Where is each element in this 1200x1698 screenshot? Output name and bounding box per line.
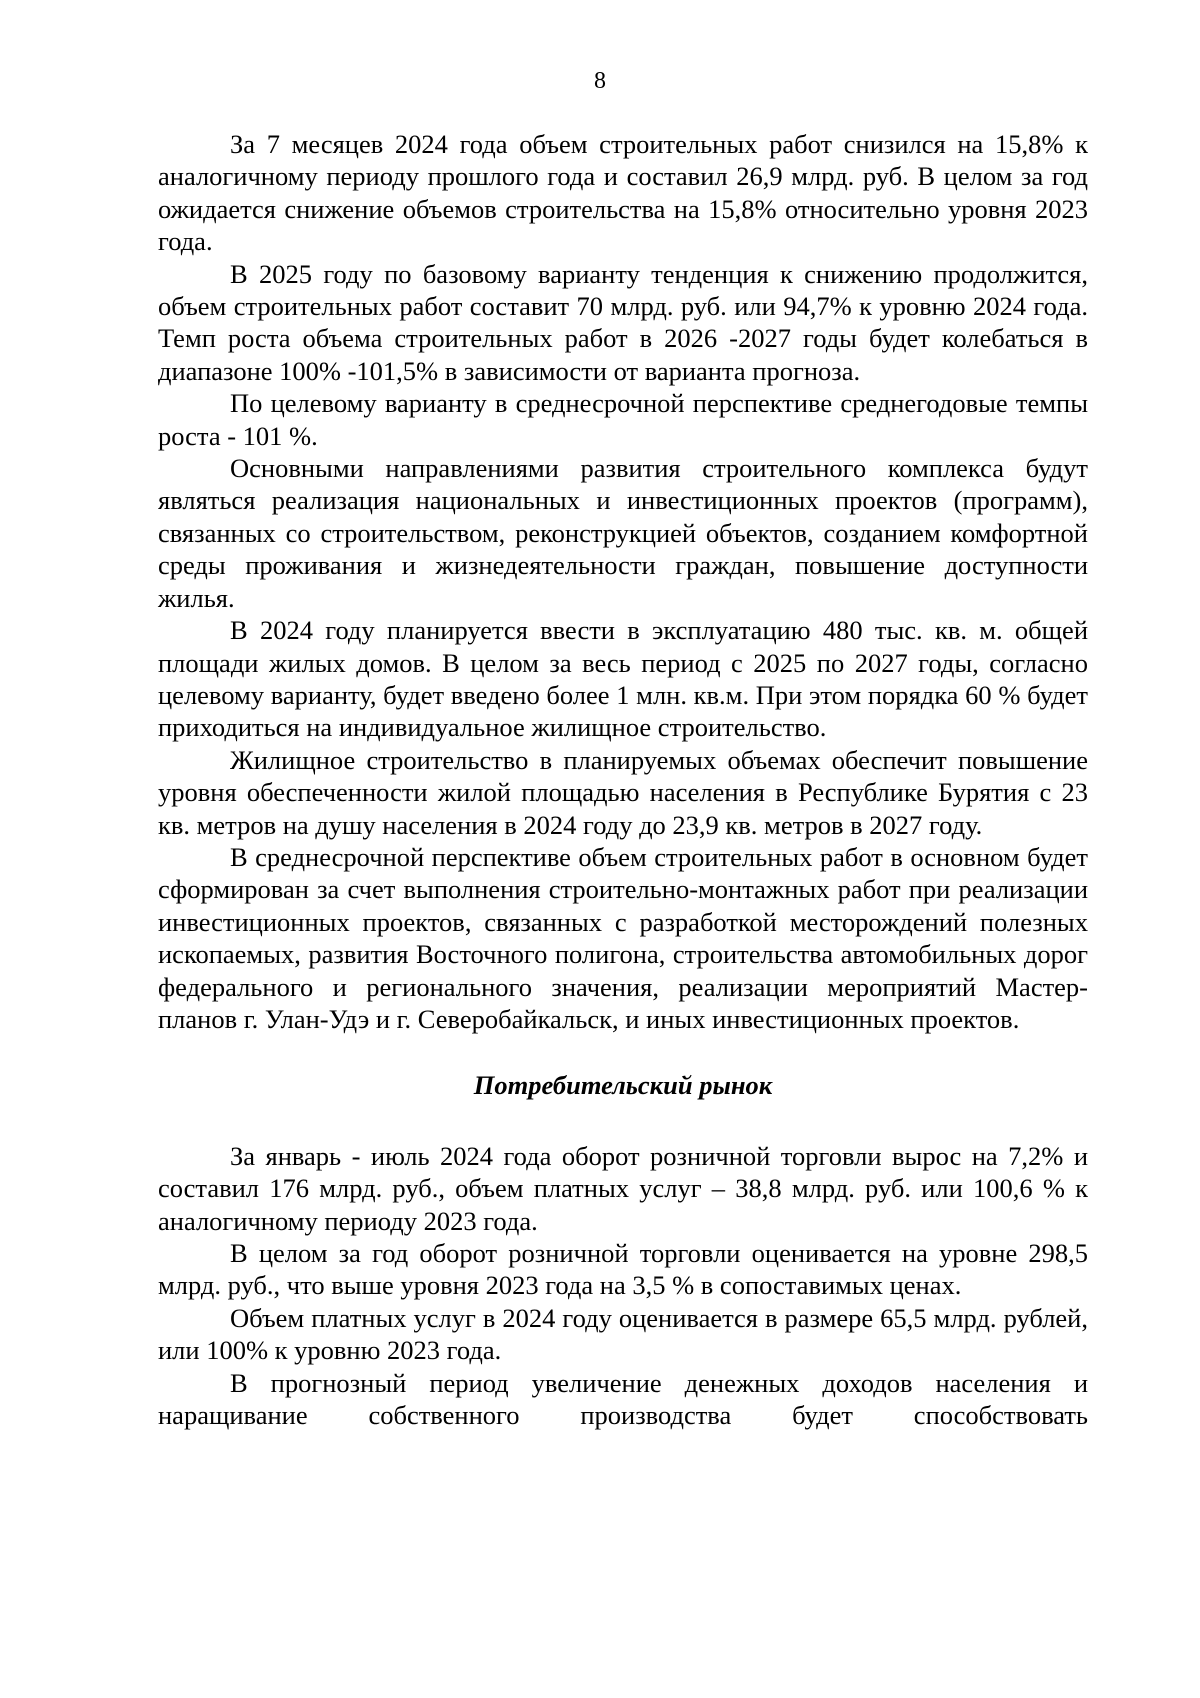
page-number: 8 bbox=[594, 68, 606, 94]
paragraph-target-variant: По целевому варианту в среднесрочной перспективе среднегодовые темпы роста - 101 %. bbox=[158, 388, 1088, 451]
paragraph-forecast-period: В прогнозный период увеличение денежных доходов населения и наращивание собственного производства будет способствовать bbox=[158, 1367, 1088, 1431]
paragraph-retail-jan-jul: За январь - июль 2024 года оборот розничной торговли вырос на 7,2% и составил 176 млрд. руб., объем платных услуг – 38,8 млрд. руб. или 100,6 % к аналогичному периоду 2023 года. bbox=[158, 1140, 1088, 1236]
document-body bbox=[158, 128, 1088, 1431]
paragraph-housing-2024: В 2024 году планируется ввести в эксплуатацию 480 тыс. кв. м. общей площади жилых домов. В целом за весь период с 2025 по 2027 годы, согласно целевому варианту, будет введено более 1 млн. кв.м. При этом порядка 60 % будет приходиться на индивидуальное жилищное строительство. bbox=[158, 615, 1088, 743]
paragraph-medium-term: В среднесрочной перспективе объем строительных работ в основном будет сформирован за счет выполнения строительно-монтажных работ при реализации инвестиционных проектов, связанных с разработкой месторождений полезных ископаемых, развития Восточного полигона, строительства автомобильных дорог федерального и регионального значения, реализации мероприятий Мастер-планов г. Улан-Удэ и г. Северобайкальск, и иных инвестиционных проектов. bbox=[158, 841, 1088, 1034]
section-title-consumer-market: Потребительский рынок bbox=[473, 1070, 773, 1101]
paragraph-construction-7-months: За 7 месяцев 2024 года объем строительных работ снизился на 15,8% к аналогичному периоду прошлого года и составил 26,9 млрд. руб. В целом за год ожидается снижение объемов строительства на 15,8% относительно уровня 2023 года. bbox=[158, 129, 1088, 257]
paragraph-main-directions: Основными направлениями развития строительного комплекса будут являться реализация национальных и инвестиционных проектов (программ), связанных со строительством, реконструкцией объектов, созданием комфортной среды проживания и жизнедеятельности граждан, повышение доступности жилья. bbox=[158, 453, 1088, 613]
paragraph-construction-2025: В 2025 году по базовому варианту тенденция к снижению продолжится, объем строительных работ составит 70 млрд. руб. или 94,7% к уровню 2024 года. Темп роста объема строительных работ в 2026 -2027 годы будет колебаться в диапазоне 100% -101,5% в зависимости от варианта прогноза. bbox=[158, 258, 1088, 386]
paragraph-retail-year: В целом за год оборот розничной торговли оценивается на уровне 298,5 млрд. руб., что выше уровня 2023 года на 3,5 % в сопоставимых ценах. bbox=[158, 1238, 1088, 1301]
paragraph-paid-services: Объем платных услуг в 2024 году оценивается в размере 65,5 млрд. рублей, или 100% к уровню 2023 года. bbox=[158, 1302, 1088, 1366]
paragraph-housing-provision: Жилищное строительство в планируемых объемах обеспечит повышение уровня обеспеченности жилой площадью населения в Республике Бурятия с 23 кв. метров на душу населения в 2024 году до 23,9 кв. метров в 2027 году. bbox=[158, 744, 1088, 840]
